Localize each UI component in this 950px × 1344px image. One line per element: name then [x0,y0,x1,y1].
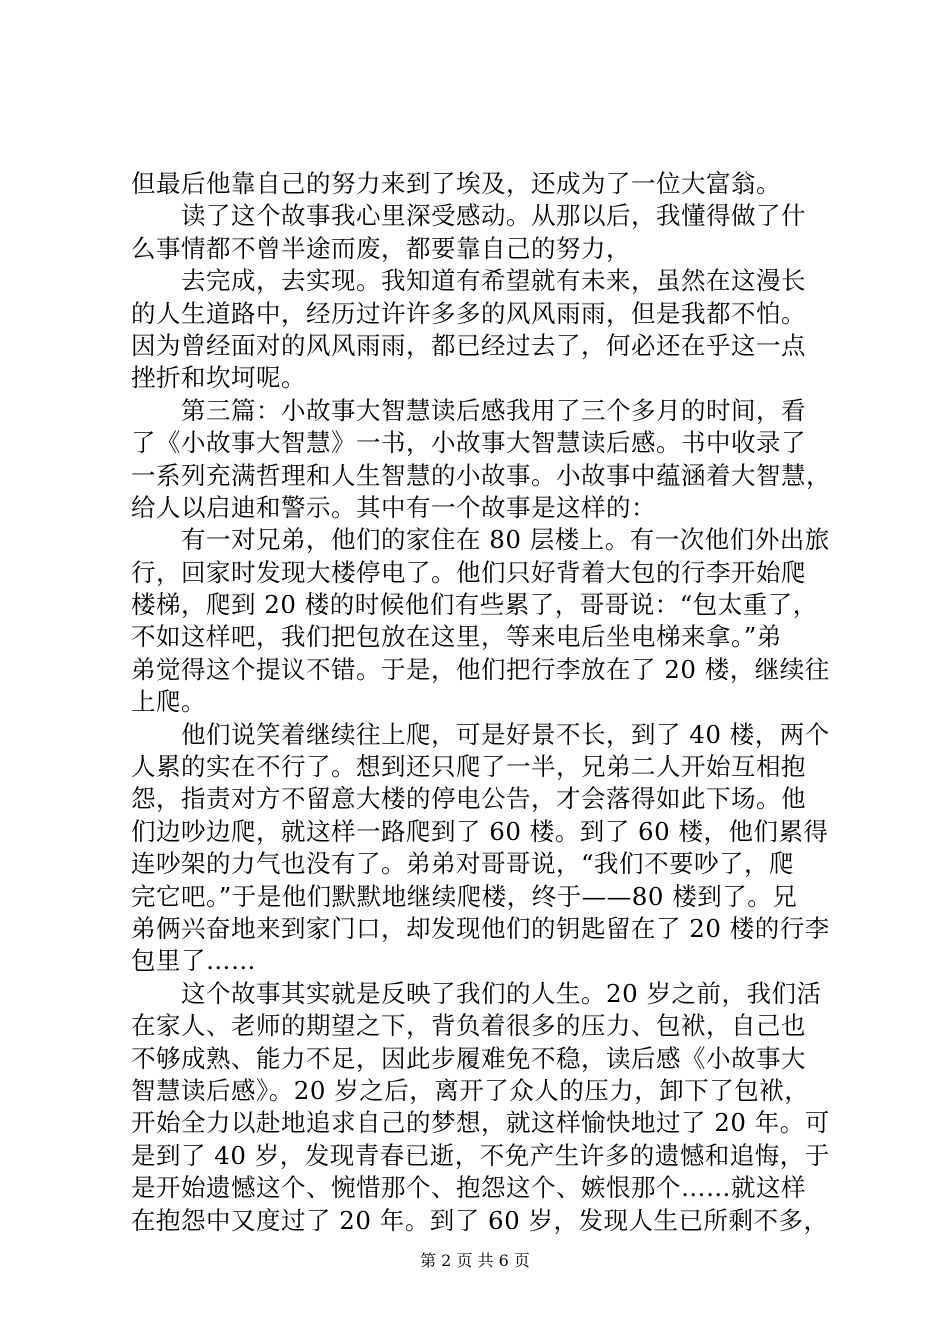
text-line: 这个故事其实就是反映了我们的人生。20 岁之前，我们活 [181,978,822,1008]
text-line: 们边吵边爬，就这样一路爬到了 60 楼。到了 60 楼，他们累得 [131,816,829,846]
text-line: 上爬。 [131,687,206,717]
text-line: 智慧读后感》。20 岁之后，离开了众人的压力，卸下了包袱， [131,1075,810,1105]
text-line: 读了这个故事我心里深受感动。从那以后，我懂得做了什 [181,201,806,231]
document-body [131,168,831,1237]
text-line: 第三篇：小故事大智慧读后感我用了三个多月的时间，看 [181,395,806,425]
text-line: 了《小故事大智慧》一书，小故事大智慧读后感。书中收录了 [131,428,806,458]
text-line: 有一对兄弟，他们的家住在 80 层楼上。有一次他们外出旅 [181,525,830,555]
text-line: 不如这样吧，我们把包放在这里，等来电后坐电梯来拿。”弟 [131,622,782,652]
text-line: 弟俩兴奋地来到家门口，却发现他们的钥匙留在了 20 楼的行李 [131,913,830,943]
text-line: 么事情都不曾半途而废，都要靠自己的努力， [131,233,631,263]
text-line: 开始全力以赴地追求自己的梦想，就这样愉快地过了 20 年。可 [131,1108,830,1138]
text-line: 他们说笑着继续往上爬，可是好景不长，到了 40 楼，两个 [181,719,830,749]
text-line: 在家人、老师的期望之下，背负着很多的压力、包袱，自己也 [131,1011,806,1041]
text-line: 是开始遗憾这个、惋惜那个、抱怨这个、嫉恨那个……就这样 [131,1173,806,1203]
text-line: 弟觉得这个提议不错。于是，他们把行李放在了 20 楼，继续往 [131,654,830,684]
text-line: 不够成熟、能力不足，因此步履难免不稳，读后感《小故事大 [131,1043,806,1073]
text-line: 一系列充满哲理和人生智慧的小故事。小故事中蕴涵着大智慧， [131,460,831,490]
text-line: 怨，指责对方不留意大楼的停电公告，才会落得如此下场。他 [131,784,806,814]
text-line: 包里了…… [131,946,256,976]
page-footer: 第 2 页 共 6 页 [420,1251,530,1270]
text-line: 完它吧。”于是他们默默地继续爬楼，终于——80 楼到了。兄 [131,881,798,911]
text-line: 的人生道路中，经历过许许多多的风风雨雨，但是我都不怕。 [131,298,806,328]
text-line: 因为曾经面对的风风雨雨，都已经过去了，何必还在乎这一点 [131,330,806,360]
text-line: 在抱怨中又度过了 20 年。到了 60 岁，发现人生已所剩不多， [131,1205,829,1235]
text-line: 连吵架的力气也没有了。弟弟对哥哥说，“我们不要吵了，爬 [131,849,795,879]
text-line: 人累的实在不行了。想到还只爬了一半，兄弟二人开始互相抱 [131,752,806,782]
text-line: 行，回家时发现大楼停电了。他们只好背着大包的行李开始爬 [131,557,806,587]
text-line: 是到了 40 岁，发现青春已逝，不免产生许多的遗憾和追悔，于 [131,1140,830,1170]
text-line: 挫折和坎坷呢。 [131,363,306,393]
text-line: 去完成，去实现。我知道有希望就有未来，虽然在这漫长 [181,266,806,296]
text-line: 但最后他靠自己的努力来到了埃及，还成为了一位大富翁。 [131,169,781,198]
text-line: 楼梯，爬到 20 楼的时候他们有些累了，哥哥说：“包太重了， [131,590,818,620]
text-line: 给人以启迪和警示。其中有一个故事是这样的： [131,492,656,522]
